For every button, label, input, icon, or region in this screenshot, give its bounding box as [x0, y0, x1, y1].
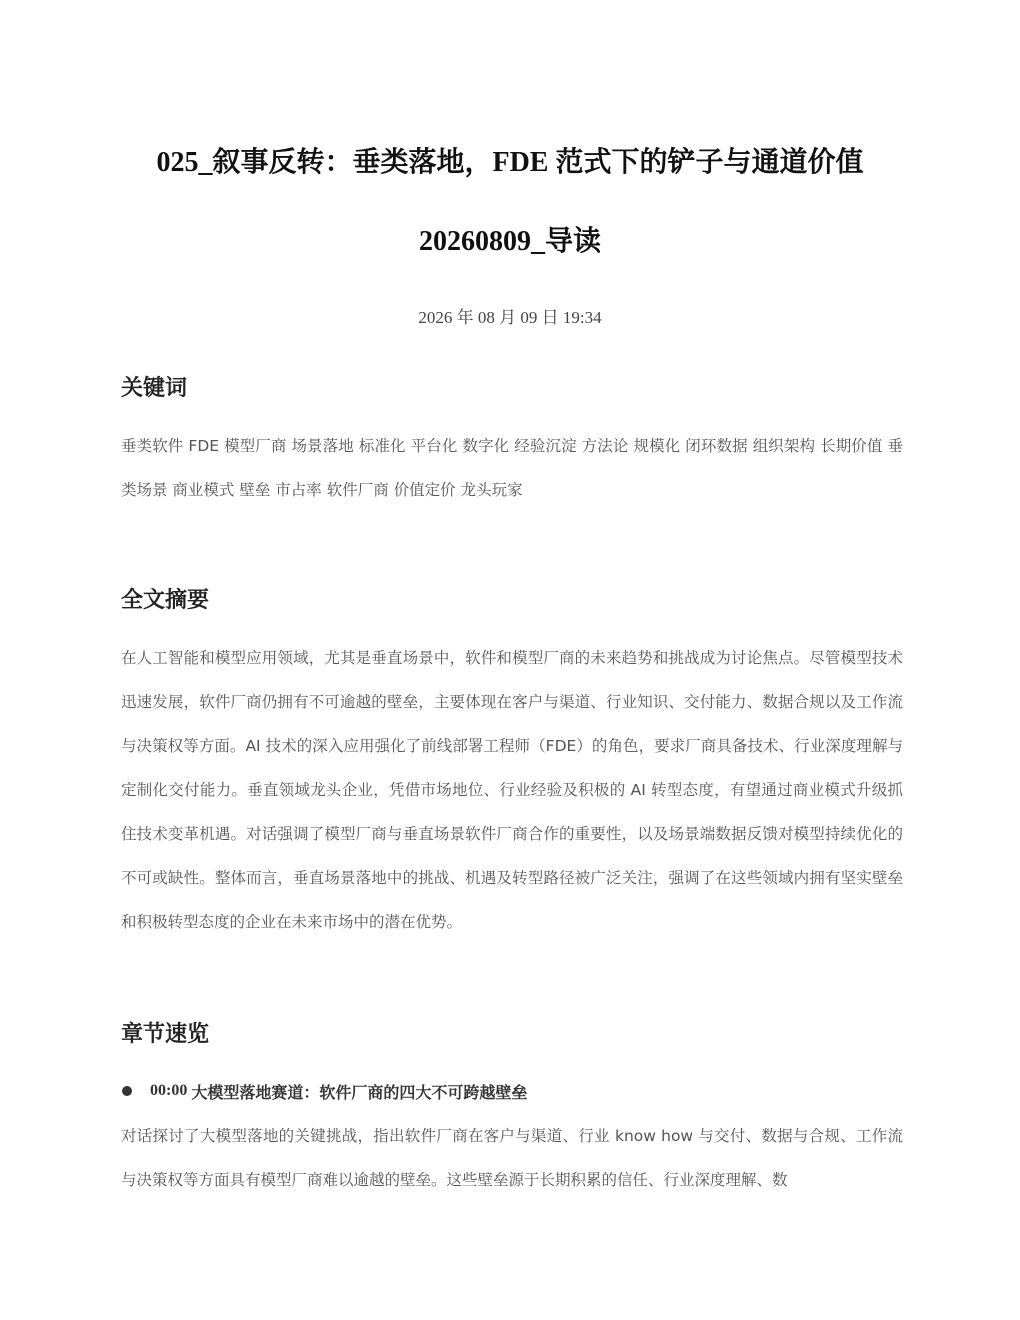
bullet-dot-icon — [122, 1086, 132, 1096]
document-datetime: 2026 年 08 月 09 日 19:34 — [418, 308, 602, 327]
keywords-text: 垂类软件 FDE 模型厂商 场景落地 标准化 平台化 数字化 经验沉淀 方法论 规模化 闭环数据 组织架构 长期价值 垂类场景 商业模式 壁垒 市占率 软件厂商 价值定价 龙头玩家 — [121, 437, 903, 499]
chapter-summary-text: 对话探讨了大模型落地的关键挑战，指出软件厂商在客户与渠道、行业 know how 与交付、数据与合规、工作流与决策权等方面具有模型厂商难以逾越的壁垒。这些壁垒源于长期积累的信任、行业深度理解、数 — [121, 1127, 903, 1189]
keywords-heading: 关键词 — [121, 376, 188, 401]
chapters-heading: 章节速览 — [121, 1022, 210, 1047]
chapter-item — [121, 1078, 903, 1104]
document-title-line1: 025_叙事反转：垂类落地，FDE 范式下的铲子与通道价值 — [156, 147, 864, 178]
chapter-timestamp: 00:00 — [150, 1082, 188, 1099]
summary-heading: 全文摘要 — [121, 588, 210, 613]
chapter-title: 大模型落地赛道：软件厂商的四大不可跨越壁垒 — [191, 1082, 528, 1102]
summary-text: 在人工智能和模型应用领域，尤其是垂直场景中，软件和模型厂商的未来趋势和挑战成为讨论焦点。尽管模型技术迅速发展，软件厂商仍拥有不可逾越的壁垒，主要体现在客户与渠道、行业知识、交付能力、数据合规以及工作流与决策权等方面。AI 技术的深入应用强化了前线部署工程师（FDE）的角色，要求厂商具备技术、行业深度理解与定制化交付能力。垂直领域龙头企业，凭借市场地位、行业经验及积极的 AI 转型态度，有望通过商业模式升级抓住技术变革机遇。对话强调了模型厂商与垂直场景软件厂商合作的重要性，以及场景端数据反馈对模型持续优化的不可或缺性。整体而言，垂直场景落地中的挑战、机遇及转型路径被广泛关注，强调了在这些领域内拥有坚实壁垒和积极转型态度的企业在未来市场中的潜在优势。 — [121, 649, 903, 931]
document-title-line2: 20260809_导读 — [418, 226, 601, 257]
